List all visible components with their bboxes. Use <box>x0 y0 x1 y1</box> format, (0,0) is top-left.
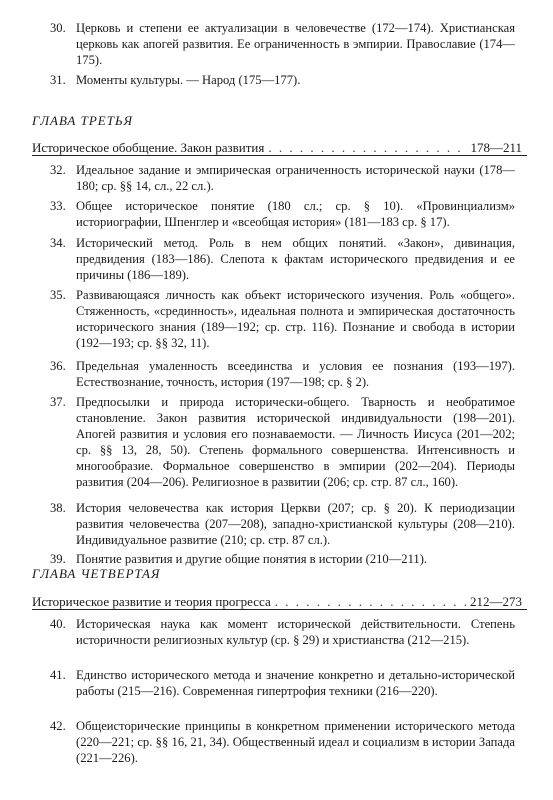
entry-text: Предельная умаленность всеединства и условия ее познания (193—197). Естествознание, точность, история (197—198; ср. § 2). <box>76 359 515 389</box>
entry-number: 37. <box>50 395 66 409</box>
entry-number: 40. <box>50 617 66 631</box>
chapter-heading: ГЛАВА ТРЕТЬЯ <box>32 113 133 128</box>
entry-text: Единство исторического метода и значение конкретно и детально-исторической работы (215—216). Современная гипертрофия техники (216—220). <box>76 668 515 698</box>
toc-entry <box>50 616 515 648</box>
entry-number: 38. <box>50 501 66 515</box>
entry-number: 42. <box>50 719 66 733</box>
entry-text: Исторический метод. Роль в нем общих понятий. «Закон», дивинация, предвидения (183—186). Слепота к фактам исторического предвидения и ее причины (186—189). <box>76 236 515 282</box>
entry-number: 33. <box>50 199 66 213</box>
section-pages: 212—273 <box>470 594 522 609</box>
section-title: Историческое обобщение. Закон развития <box>32 140 265 155</box>
toc-entry <box>50 198 515 230</box>
entry-text: Развивающаяся личность как объект исторического изучения. Роль «общего». Стяженность, «срединность», идеальная полнота и эмпирическая достаточность исторического знания (189—192; ср. стр. 116). Познание и свобода в истории (192—193; ср. §§ 32, 11). <box>76 288 515 350</box>
entry-text: Идеальное задание и эмпирическая ограниченность исторической науки (178—180; ср. §§ 14, сл., 22 сл.). <box>76 163 515 193</box>
toc-entry <box>50 667 515 699</box>
entry-text: Церковь и степени ее актуализации в человечестве (172—174). Христианская церковь как апогей развития. Ее ограниченность в эмпирии. Православие (174—175). <box>76 21 515 67</box>
entry-number: 41. <box>50 668 66 682</box>
toc-entry <box>50 287 515 351</box>
entry-text: Понятие развития и другие общие понятия в истории (210—211). <box>76 552 428 566</box>
entry-text: Общеисторические принципы в конкретном применении исторического метода (220—221; ср. §§ 16, 21, 34). Общественный идеал и социализм в истории Запада (221—226). <box>76 719 515 765</box>
toc-entry <box>50 72 515 88</box>
toc-entry <box>50 235 515 283</box>
section-rule <box>32 609 527 610</box>
section-pages: 178—211 <box>470 140 522 155</box>
section-rule <box>32 155 527 156</box>
entry-number: 39. <box>50 552 66 566</box>
entry-number: 35. <box>50 288 66 302</box>
section-title-row <box>32 594 522 610</box>
entry-text: Моменты культуры. — Народ (175—177). <box>76 73 301 87</box>
toc-entry <box>50 162 515 194</box>
toc-entry <box>50 358 515 390</box>
leader-dots <box>275 594 466 610</box>
entry-text: История человечества как история Церкви (207; ср. § 20). К периодизации развития человечества (207—208), западно-христианской культуры (208—210). Индивидуальное развитие (210; ср. стр. 87 сл.). <box>76 501 515 547</box>
chapter-heading: ГЛАВА ЧЕТВЕРТАЯ <box>32 566 161 581</box>
entry-text: Предпосылки и природа исторически-общего. Тварность и необратимое становление. Закон развития исторической индивидуальности (198—201). Апогей развития и условия его познаваемости. — Личность Иисуса (201—202; ср. §§ 13, 28, 50). Степень формального совершенства. Интенсивность и многообразие. Формальное совершенство в эмпирии (202—204). Периоды развития (204—206). Религиозное в развитии (206; ср. стр. 87 сл., 160). <box>76 395 515 489</box>
entry-text: Общее историческое понятие (180 сл.; ср. § 10). «Провинциализм» историографии, Шпенглер и «всеобщая история» (181—183 ср. § 17). <box>76 199 515 229</box>
entry-number: 32. <box>50 163 66 177</box>
toc-entry <box>50 551 515 567</box>
toc-entry <box>50 718 515 766</box>
toc-entry <box>50 20 515 68</box>
section-title-row <box>32 140 522 156</box>
entry-number: 36. <box>50 359 66 373</box>
entry-number: 30. <box>50 21 66 35</box>
toc-entry <box>50 394 515 490</box>
toc-entry <box>50 500 515 548</box>
entry-number: 31. <box>50 73 66 87</box>
leader-dots <box>268 140 466 156</box>
entry-number: 34. <box>50 236 66 250</box>
entry-text: Историческая наука как момент исторической действительности. Степень историчности религиозных культур (ср. § 29) и христианства (212—215). <box>76 617 515 647</box>
section-title: Историческое развитие и теория прогресса <box>32 594 271 609</box>
